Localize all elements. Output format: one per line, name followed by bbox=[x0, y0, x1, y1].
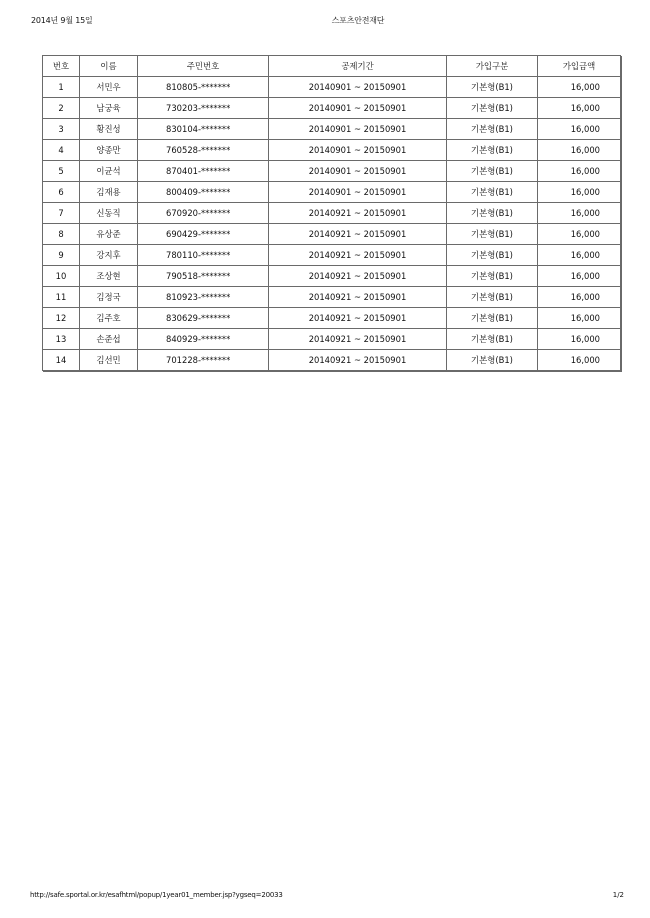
table-row bbox=[43, 77, 621, 98]
table-row bbox=[43, 266, 621, 287]
member-name-cell: 조상현 bbox=[80, 266, 138, 287]
resident-number-cell: 830629-******* bbox=[138, 308, 269, 329]
column-header-name: 이름 bbox=[80, 56, 138, 77]
resident-number-cell: 670920-******* bbox=[138, 203, 269, 224]
row-number-cell: 8 bbox=[43, 224, 80, 245]
table-row bbox=[43, 161, 621, 182]
plan-type-cell: 기본형(B1) bbox=[447, 203, 538, 224]
coverage-period-cell: 20140921 ~ 20150901 bbox=[269, 245, 447, 266]
resident-number-cell: 701228-******* bbox=[138, 350, 269, 371]
row-number-cell: 10 bbox=[43, 266, 80, 287]
amount-cell: 16,000 bbox=[538, 266, 621, 287]
resident-number-cell: 830104-******* bbox=[138, 119, 269, 140]
amount-cell: 16,000 bbox=[538, 161, 621, 182]
plan-type-cell: 기본형(B1) bbox=[447, 245, 538, 266]
plan-type-cell: 기본형(B1) bbox=[447, 119, 538, 140]
coverage-period-cell: 20140901 ~ 20150901 bbox=[269, 140, 447, 161]
coverage-period-cell: 20140921 ~ 20150901 bbox=[269, 329, 447, 350]
member-table-body bbox=[43, 77, 621, 371]
member-name-cell: 김주호 bbox=[80, 308, 138, 329]
row-number-cell: 4 bbox=[43, 140, 80, 161]
member-name-cell: 김정국 bbox=[80, 287, 138, 308]
amount-cell: 16,000 bbox=[538, 245, 621, 266]
member-name-cell: 이균석 bbox=[80, 161, 138, 182]
amount-cell: 16,000 bbox=[538, 308, 621, 329]
column-header-resident-number: 주민번호 bbox=[138, 56, 269, 77]
coverage-period-cell: 20140921 ~ 20150901 bbox=[269, 350, 447, 371]
row-number-cell: 7 bbox=[43, 203, 80, 224]
table-header-row bbox=[43, 56, 621, 77]
member-name-cell: 양종만 bbox=[80, 140, 138, 161]
plan-type-cell: 기본형(B1) bbox=[447, 161, 538, 182]
table-row bbox=[43, 203, 621, 224]
plan-type-cell: 기본형(B1) bbox=[447, 182, 538, 203]
table-row bbox=[43, 182, 621, 203]
column-header-amount: 가입금액 bbox=[538, 56, 621, 77]
plan-type-cell: 기본형(B1) bbox=[447, 224, 538, 245]
member-name-cell: 김재용 bbox=[80, 182, 138, 203]
coverage-period-cell: 20140901 ~ 20150901 bbox=[269, 77, 447, 98]
plan-type-cell: 기본형(B1) bbox=[447, 287, 538, 308]
plan-type-cell: 기본형(B1) bbox=[447, 329, 538, 350]
column-header-coverage-period: 공제기간 bbox=[269, 56, 447, 77]
table-row bbox=[43, 329, 621, 350]
coverage-period-cell: 20140921 ~ 20150901 bbox=[269, 224, 447, 245]
amount-cell: 16,000 bbox=[538, 182, 621, 203]
resident-number-cell: 800409-******* bbox=[138, 182, 269, 203]
plan-type-cell: 기본형(B1) bbox=[447, 266, 538, 287]
member-name-cell: 강지후 bbox=[80, 245, 138, 266]
row-number-cell: 1 bbox=[43, 77, 80, 98]
plan-type-cell: 기본형(B1) bbox=[447, 308, 538, 329]
table-row bbox=[43, 119, 621, 140]
row-number-cell: 9 bbox=[43, 245, 80, 266]
amount-cell: 16,000 bbox=[538, 77, 621, 98]
member-name-cell: 유상준 bbox=[80, 224, 138, 245]
amount-cell: 16,000 bbox=[538, 224, 621, 245]
member-name-cell: 신동직 bbox=[80, 203, 138, 224]
table-row bbox=[43, 308, 621, 329]
coverage-period-cell: 20140901 ~ 20150901 bbox=[269, 119, 447, 140]
plan-type-cell: 기본형(B1) bbox=[447, 140, 538, 161]
member-name-cell: 서민우 bbox=[80, 77, 138, 98]
plan-type-cell: 기본형(B1) bbox=[447, 77, 538, 98]
row-number-cell: 13 bbox=[43, 329, 80, 350]
resident-number-cell: 760528-******* bbox=[138, 140, 269, 161]
resident-number-cell: 780110-******* bbox=[138, 245, 269, 266]
coverage-period-cell: 20140921 ~ 20150901 bbox=[269, 308, 447, 329]
member-name-cell: 남궁육 bbox=[80, 98, 138, 119]
footer-url: http://safe.sportal.or.kr/esafhtml/popup/1year01_member.jsp?ygseq=20033 bbox=[30, 891, 283, 899]
row-number-cell: 11 bbox=[43, 287, 80, 308]
column-header-plan-type: 가입구분 bbox=[447, 56, 538, 77]
plan-type-cell: 기본형(B1) bbox=[447, 350, 538, 371]
document-title: 스포츠안전재단 bbox=[331, 16, 385, 25]
resident-number-cell: 790518-******* bbox=[138, 266, 269, 287]
row-number-cell: 3 bbox=[43, 119, 80, 140]
table-row bbox=[43, 350, 621, 371]
resident-number-cell: 840929-******* bbox=[138, 329, 269, 350]
column-header-number: 번호 bbox=[43, 56, 80, 77]
amount-cell: 16,000 bbox=[538, 350, 621, 371]
member-name-cell: 손준섭 bbox=[80, 329, 138, 350]
amount-cell: 16,000 bbox=[538, 119, 621, 140]
amount-cell: 16,000 bbox=[538, 140, 621, 161]
print-date: 2014년 9월 15일 bbox=[31, 16, 93, 25]
resident-number-cell: 690429-******* bbox=[138, 224, 269, 245]
page-number: 1/2 bbox=[612, 891, 624, 899]
row-number-cell: 5 bbox=[43, 161, 80, 182]
coverage-period-cell: 20140921 ~ 20150901 bbox=[269, 203, 447, 224]
coverage-period-cell: 20140901 ~ 20150901 bbox=[269, 98, 447, 119]
member-name-cell: 황진성 bbox=[80, 119, 138, 140]
coverage-period-cell: 20140921 ~ 20150901 bbox=[269, 266, 447, 287]
coverage-period-cell: 20140921 ~ 20150901 bbox=[269, 287, 447, 308]
row-number-cell: 12 bbox=[43, 308, 80, 329]
amount-cell: 16,000 bbox=[538, 203, 621, 224]
row-number-cell: 2 bbox=[43, 98, 80, 119]
amount-cell: 16,000 bbox=[538, 329, 621, 350]
coverage-period-cell: 20140901 ~ 20150901 bbox=[269, 161, 447, 182]
table-row bbox=[43, 287, 621, 308]
table-row bbox=[43, 224, 621, 245]
row-number-cell: 14 bbox=[43, 350, 80, 371]
row-number-cell: 6 bbox=[43, 182, 80, 203]
resident-number-cell: 810923-******* bbox=[138, 287, 269, 308]
table-row bbox=[43, 98, 621, 119]
amount-cell: 16,000 bbox=[538, 287, 621, 308]
resident-number-cell: 810805-******* bbox=[138, 77, 269, 98]
resident-number-cell: 730203-******* bbox=[138, 98, 269, 119]
member-name-cell: 김선민 bbox=[80, 350, 138, 371]
member-table bbox=[42, 55, 621, 371]
resident-number-cell: 870401-******* bbox=[138, 161, 269, 182]
coverage-period-cell: 20140901 ~ 20150901 bbox=[269, 182, 447, 203]
table-row bbox=[43, 140, 621, 161]
plan-type-cell: 기본형(B1) bbox=[447, 98, 538, 119]
table-row bbox=[43, 245, 621, 266]
amount-cell: 16,000 bbox=[538, 98, 621, 119]
